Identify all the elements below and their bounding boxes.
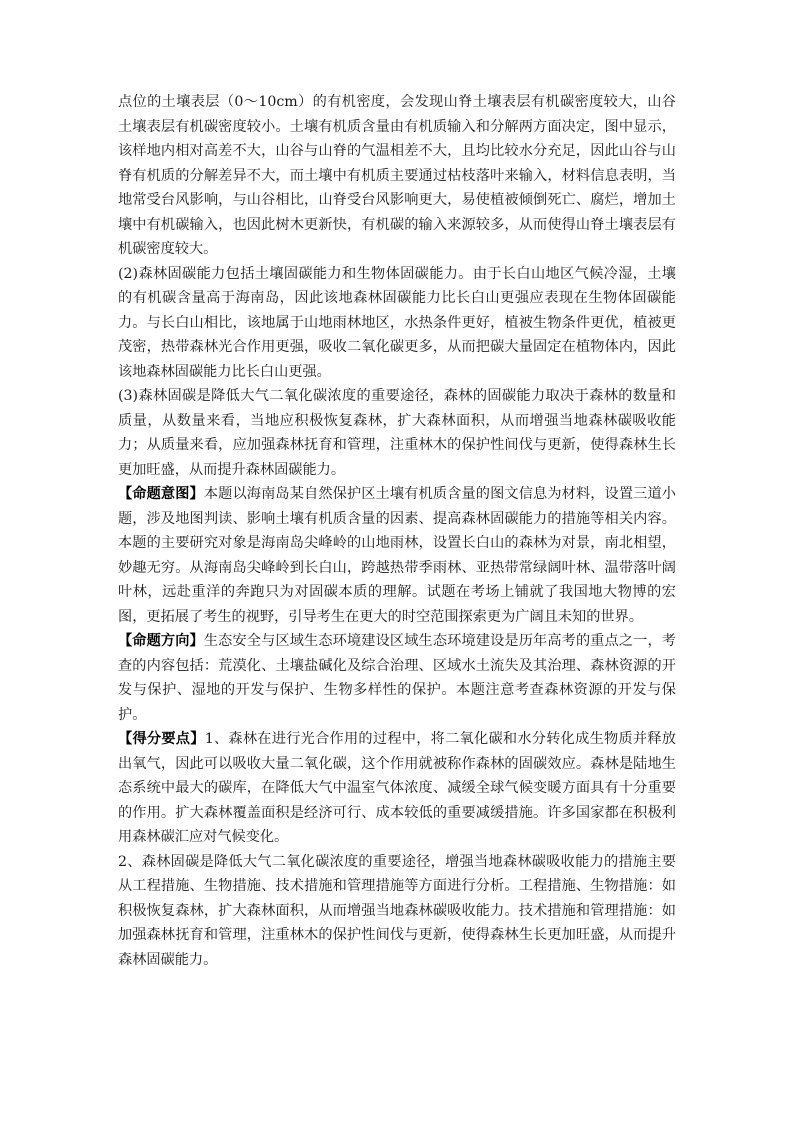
paragraph-direction [118,629,676,727]
paragraph-text: (3)森林固碳是降低大气二氧化碳浓度的重要途径，森林的固碳能力取决于森林的数量和质量，从数量来看，当地应积极恢复森林，扩大森林面积，从而增强当地森林碳吸收能力；从质量来看，应加强森林抚育和管理，注重林木的保护性间伐与更新，使得森林生长更加旺盛，从而提升森林固碳能力。 [118,388,676,478]
paragraph-tag-key-points: 【得分要点】 [118,731,205,747]
paragraph-soil-carbon-density [118,90,676,262]
paragraph-text: 本题以海南岛某自然保护区土壤有机质含量的图文信息为材料，设置三道小题，涉及地图判读、影响土壤有机质含量的因素、提高森林固碳能力的措施等相关内容。本题的主要研究对象是海南岛尖峰岭的山地雨林，设置长白山的森林为对景，南北相望，妙趣无穷。从海南岛尖峰岭到长白山，跨越热带季雨林、亚热带常绿阔叶林、温带落叶阔叶林，远赴重洋的奔跑只为对固碳本质的理解。试题在考场上铺就了我国地大物博的宏图，更拓展了考生的视野，引导考生在更大的时空范围探索更为广阔且未知的世界。 [118,486,676,625]
paragraph-tag-intent: 【命题意图】 [118,486,204,502]
paragraph-answer-3 [118,384,676,482]
paragraph-answer-2 [118,262,676,385]
paragraph-text: 1、森林在进行光合作用的过程中，将二氧化碳和水分转化成生物质并释放出氧气，因此可以吸收大量二氧化碳，这个作用就被称作森林的固碳效应。森林是陆地生态系统中最大的碳库，在降低大气中温室气体浓度、减缓全球气候变暖方面具有十分重要的作用。扩大森林覆盖面积是经济可行、成本较低的重要减缓措施。许多国家都在积极利用森林碳汇应对气候变化。 [118,731,676,845]
paragraph-text: 2、森林固碳是降低大气二氧化碳浓度的重要途径，增强当地森林碳吸收能力的措施主要从工程措施、生物措施、技术措施和管理措施等方面进行分析。工程措施、生物措施：如积极恢复森林，扩大森林面积，从而增强当地森林碳吸收能力。技术措施和管理措施：如加强森林抚育和管理，注重林木的保护性间伐与更新，使得森林生长更加旺盛，从而提升森林固碳能力。 [118,853,676,968]
paragraph-text: 点位的土壤表层（0～10cm）的有机密度，会发现山脊土壤表层有机碳密度较大，山谷土壤表层有机碳密度较小。土壤有机质含量由有机质输入和分解两方面决定，图中显示，该样地内相对高差不大，山谷与山脊的气温相差不大，且均比较水分充足，因此山谷与山脊有机质的分解差异不大，而土壤中有机质主要通过枯枝落叶来输入，材料信息表明，当地常受台风影响，与山谷相比，山脊受台风影响更大，易使植被倾倒死亡、腐烂，增加土壤中有机碳输入，也因此树木更新快，有机碳的输入来源较多，从而使得山脊土壤表层有机碳密度较大。 [118,94,676,257]
paragraph-key-points [118,727,676,850]
paragraph-text: 生态安全与区域生态环境建设区域生态环境建设是历年高考的重点之一，考查的内容包括：荒漠化、土壤盐碱化及综合治理、区域水土流失及其治理、森林资源的开发与保护、湿地的开发与保护、生物多样性的保护。本题注意考查森林资源的开发与保护。 [118,633,676,723]
paragraph-key-point-2 [118,850,676,973]
paragraph-intent [118,482,676,629]
paragraph-text: (2)森林固碳能力包括土壤固碳能力和生物体固碳能力。由于长白山地区气候冷湿，土壤的有机碳含量高于海南岛，因此该地森林固碳能力比长白山更强应表现在生物体固碳能力。与长白山相比，该地属于山地雨林地区，水热条件更好，植被生物条件更优，植被更茂密，热带森林光合作用更强，吸收二氧化碳更多，从而把碳大量固定在植物体内，因此该地森林固碳能力比长白山更强。 [118,265,676,380]
paragraph-tag-direction: 【命题方向】 [118,633,204,649]
